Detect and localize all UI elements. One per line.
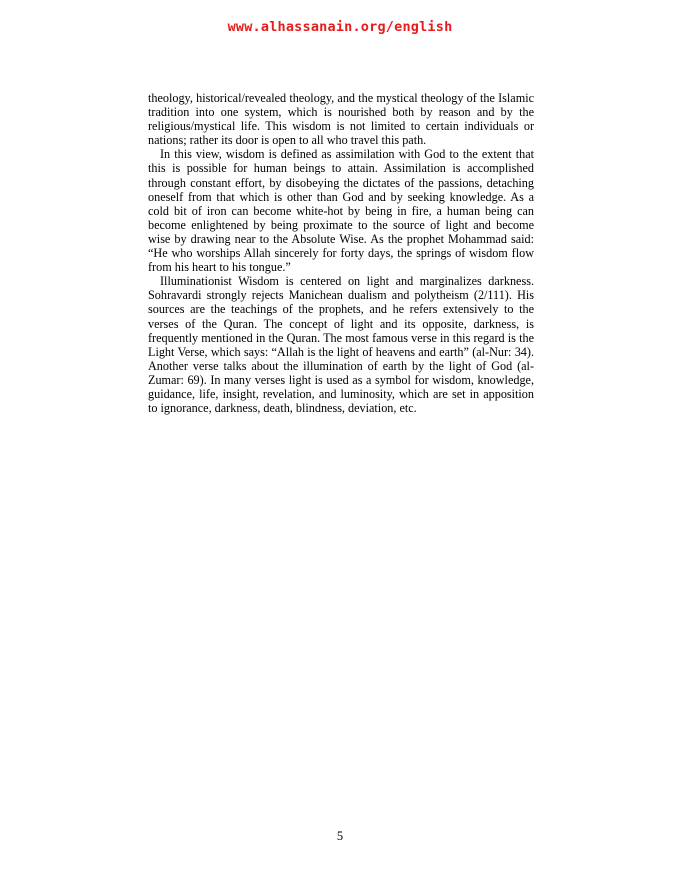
body-text xyxy=(148,91,534,415)
header-url-link[interactable]: www.alhassanain.org/english xyxy=(227,19,453,35)
paragraph-continuation: theology, historical/revealed theology, and the mystical theology of the Islamic tradition into one system, which is nourished both by reason and by the religious/mystical life. This wisdom is not limited to certain individuals or nations; rather its door is open to all who travel this path. xyxy=(148,91,534,148)
paragraph-illuminationist-wisdom: Illuminationist Wisdom is centered on light and marginalizes darkness. Sohravardi strongly rejects Manichean dualism and polytheism (2/111). His sources are the teachings of the prophets, and he refers extensively to the verses of the Quran. The concept of light and its opposite, darkness, is frequently mentioned in the Quran. The most famous verse in this regard is the Light Verse, which says: “Allah is the light of heavens and earth” (al-Nur: 34). Another verse talks about the illumination of earth by the light of God (al-Zumar: 69). In many verses light is used as a symbol for wisdom, knowledge, guidance, life, insight, revelation, and luminosity, which are set in apposition to ignorance, darkness, death, blindness, deviation, etc. xyxy=(148,274,534,416)
paragraph-wisdom-definition: In this view, wisdom is defined as assimilation with God to the extent that this is possible for human beings to attain. Assimilation is accomplished through constant effort, by disobeying the dictates of the passions, detaching oneself from that which is other than God and by seeking knowledge. As a cold bit of iron can become white-hot by being in fire, a human being can become enlightened by being proximate to the source of light and become wise by drawing near to the Absolute Wise. As the prophet Mohammad said: “He who worships Allah sincerely for forty days, the springs of wisdom flow from his heart to his tongue.” xyxy=(148,147,534,275)
page-number: 5 xyxy=(336,829,344,843)
